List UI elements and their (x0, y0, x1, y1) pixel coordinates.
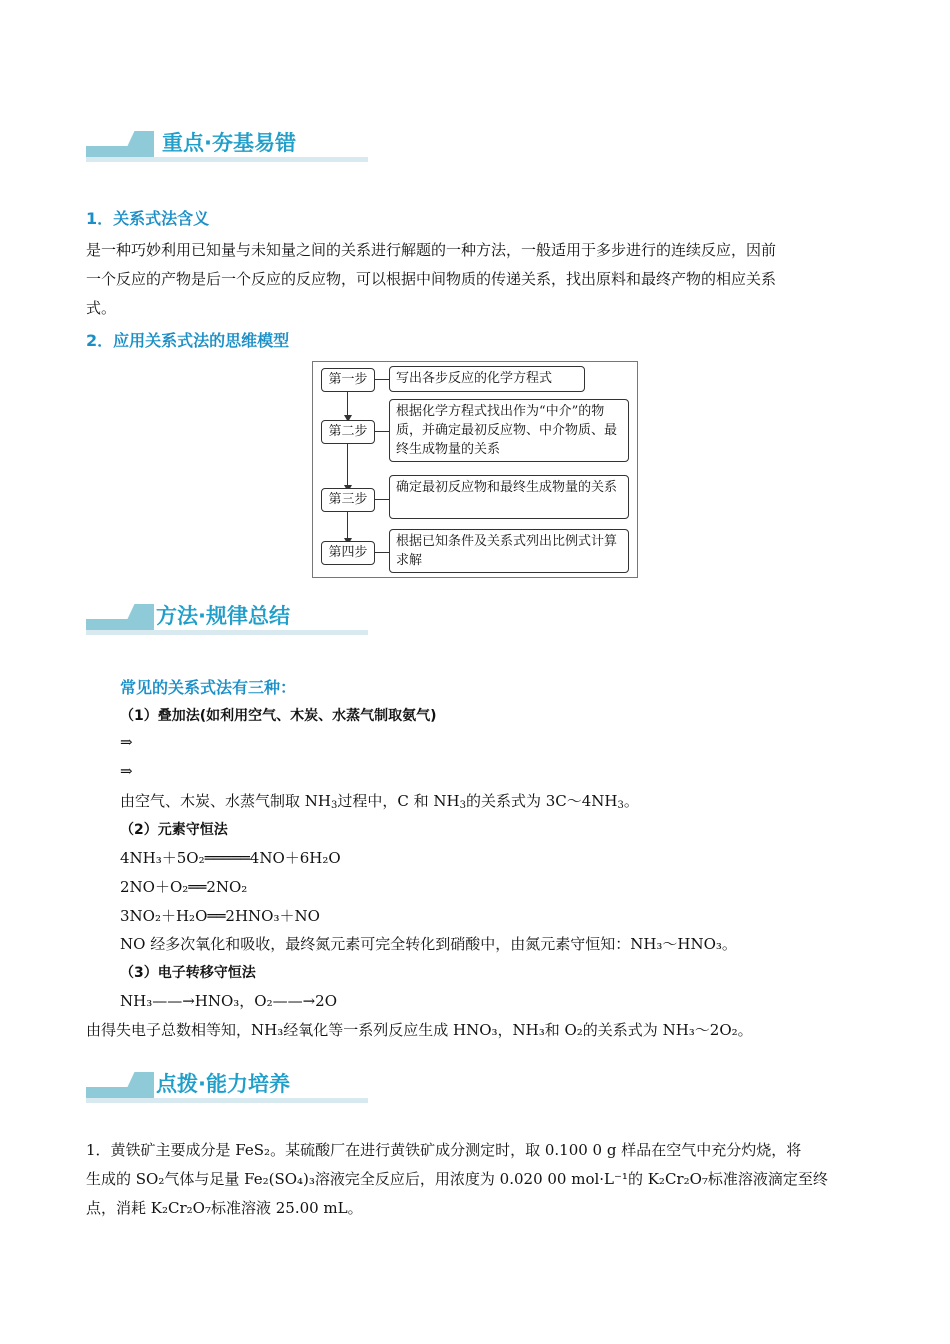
step-desc-4: 根据已知条件及关系式列出比例式计算求解 (389, 529, 629, 573)
method-2-text: NO 经多次氧化和吸收，最终氮元素可完全转化到硝酸中，由氮元素守恒知：NH₃～HNO₃。 (120, 935, 737, 953)
method-3-title: （3）电子转移守恒法 (120, 965, 256, 981)
step-label-1: 第一步 (321, 368, 375, 392)
methods-intro: 常见的关系式法有三种： (120, 678, 297, 697)
section-title: 重点·夯基易错 (162, 131, 296, 155)
arrow-symbol: ⇒ (120, 733, 133, 751)
step-desc-1: 写出各步反应的化学方程式 (389, 366, 585, 392)
step-desc-3: 确定最初反应物和最终生成物量的关系 (389, 475, 629, 519)
heading-1: 1．关系式法含义 (86, 209, 210, 228)
paragraph-line: 式。 (86, 299, 117, 317)
arrow-symbol: ⇒ (120, 762, 133, 780)
method-2-title: （2）元素守恒法 (120, 822, 228, 838)
step-label-3: 第三步 (321, 488, 375, 512)
section-title: 点拨·能力培养 (156, 1072, 290, 1096)
section-title: 方法·规律总结 (156, 604, 290, 628)
problem-line: 点，消耗 K₂Cr₂O₇标准溶液 25.00 mL。 (86, 1199, 363, 1217)
method-3-text: 由得失电子总数相等知，NH₃经氧化等一系列反应生成 HNO₃，NH₃和 O₂的关系式为 NH₃～2O₂。 (86, 1021, 753, 1039)
section-banner-3 (86, 1072, 368, 1108)
paragraph-line: 是一种巧妙利用已知量与未知量之间的关系进行解题的一种方法，一般适用于多步进行的连续反应，因前 (86, 241, 777, 259)
step-label-4: 第四步 (321, 541, 375, 565)
section-banner-2 (86, 604, 368, 640)
method-1-text: 由空气、木炭、水蒸气制取 $NH_3$过程中，C 和 $NH_3$的关系式为 $3C\sim 4NH_3$。 (120, 792, 639, 811)
method-1-title: （1）叠加法(如利用空气、木炭、水蒸气制取氨气) (120, 708, 437, 724)
problem-line: 1．黄铁矿主要成分是 FeS₂。某硫酸厂在进行黄铁矿成分测定时，取 0.100 0 g 样品在空气中充分灼烧，将 (86, 1141, 802, 1159)
section-banner-1 (86, 131, 368, 167)
equation-3: 3NO₂＋H₂O══2HNO₃＋NO (120, 907, 320, 925)
problem-line: 生成的 SO₂气体与足量 Fe₂(SO₄)₃溶液完全反应后，用浓度为 0.020 00 mol·L⁻¹的 K₂Cr₂O₇标准溶液滴定至终 (86, 1170, 828, 1188)
equation-2: 2NO＋O₂══2NO₂ (120, 878, 248, 896)
heading-2: 2．应用关系式法的思维模型 (86, 331, 290, 350)
step-desc-2: 根据化学方程式找出作为“中介”的物质，并确定最初反应物、中介物质、最终生成物量的关系 (389, 399, 629, 462)
method-3-equation: NH₃——→HNO₃，O₂——→2O (120, 992, 338, 1010)
equation-1: 4NH₃＋5O₂═════4NO＋6H₂O (120, 849, 341, 867)
flowchart (312, 361, 638, 578)
step-label-2: 第二步 (321, 420, 375, 444)
paragraph-line: 一个反应的产物是后一个反应的反应物，可以根据中间物质的传递关系，找出原料和最终产物的相应关系 (86, 270, 777, 288)
